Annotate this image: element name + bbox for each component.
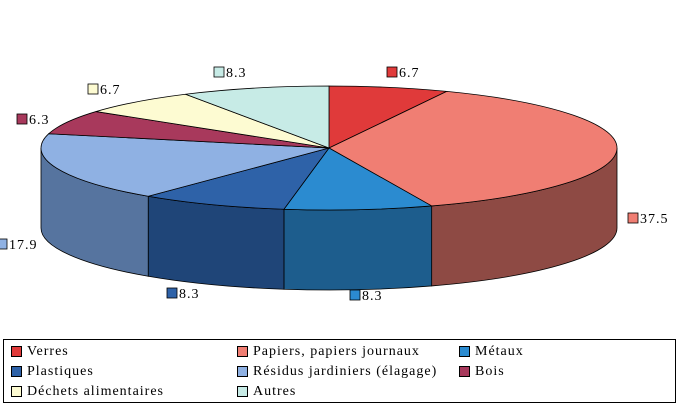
legend-label-verres: Verres — [27, 343, 69, 359]
chart-legend — [3, 339, 676, 403]
legend-swatch-plastiques — [11, 366, 22, 377]
legend-label-autres: Autres — [253, 383, 297, 399]
value-label-swatch-metaux — [350, 290, 360, 300]
legend-swatch-residus — [237, 366, 248, 377]
legend-item-metaux — [459, 343, 524, 360]
legend-label-residus: Résidus jardiniers (élagage) — [253, 363, 438, 379]
legend-swatch-metaux — [459, 346, 470, 357]
value-label-swatch-bois — [17, 114, 27, 124]
value-label-residus-jardiniers-elagage: 17.9 — [9, 238, 38, 253]
pie-side-metaux — [284, 206, 432, 290]
value-label-metaux: 8.3 — [362, 289, 383, 304]
legend-swatch-papiers — [237, 346, 248, 357]
legend-swatch-bois — [459, 366, 470, 377]
legend-swatch-verres — [11, 346, 22, 357]
legend-label-metaux: Métaux — [475, 343, 524, 359]
legend-swatch-dechets — [11, 386, 22, 397]
legend-item-residus — [237, 363, 437, 380]
value-label-papiers-papiers-journaux: 37.5 — [640, 212, 669, 227]
legend-swatch-autres — [237, 386, 248, 397]
value-label-verres: 6.7 — [399, 66, 420, 81]
value-label-swatch-residus-jardiniers-elagage — [0, 239, 7, 249]
value-label-swatch-dechets-alimentaires — [88, 84, 98, 94]
legend-item-plastiques — [11, 363, 94, 380]
legend-label-dechets: Déchets alimentaires — [27, 383, 165, 399]
legend-label-plastiques: Plastiques — [27, 363, 94, 379]
value-label-swatch-autres — [214, 67, 224, 77]
value-label-swatch-papiers-papiers-journaux — [628, 213, 638, 223]
pie-side-plastiques — [148, 196, 284, 289]
value-label-swatch-plastiques — [167, 288, 177, 298]
legend-item-verres — [11, 343, 69, 360]
legend-item-papiers — [237, 343, 420, 360]
legend-item-autres — [237, 383, 296, 400]
value-label-dechets-alimentaires: 6.7 — [100, 83, 121, 98]
legend-label-papiers: Papiers, papiers journaux — [253, 343, 420, 359]
legend-item-bois — [459, 363, 505, 380]
legend-item-dechets — [11, 383, 164, 400]
value-label-swatch-verres — [387, 67, 397, 77]
value-label-bois: 6.3 — [29, 113, 50, 128]
value-label-plastiques: 8.3 — [179, 287, 200, 302]
value-label-autres: 8.3 — [226, 66, 247, 81]
legend-label-bois: Bois — [475, 363, 505, 379]
